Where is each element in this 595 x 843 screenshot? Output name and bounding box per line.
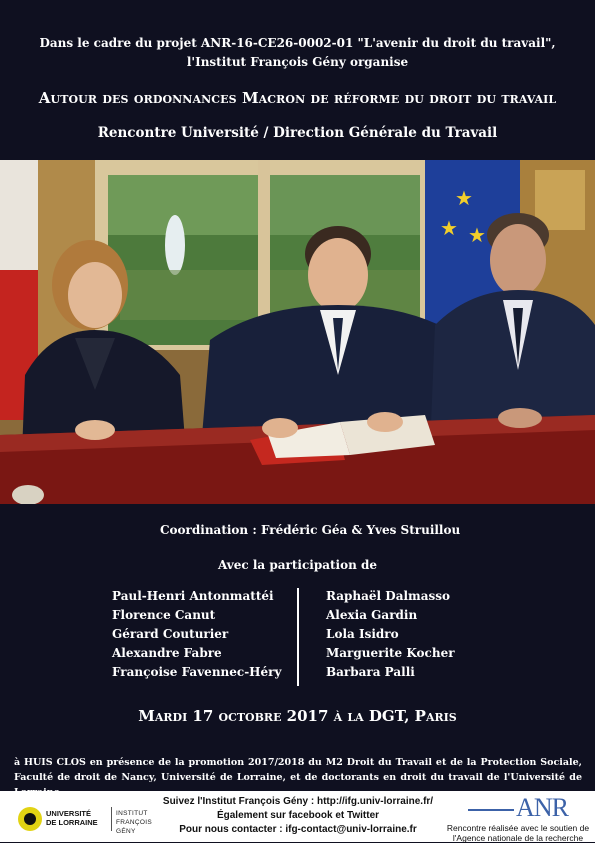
svg-text:★: ★ [455, 186, 473, 210]
ul-logo-text: UNIVERSITÉ DE LORRAINE [46, 809, 98, 827]
participant-name: Alexandre Fabre [112, 646, 222, 660]
footer [0, 791, 595, 842]
contact-email-text[interactable]: Pour nous contacter : ifg-contact@univ-lorraine.fr [179, 824, 417, 835]
participant-name: Raphaël Dalmasso [326, 589, 451, 603]
participant-name: Lola Isidro [326, 627, 399, 641]
footer-contact [150, 795, 446, 837]
follow-link-text[interactable]: Suivez l'Institut François Gény : http://ifg.univ-lorraine.fr/ [162, 796, 434, 807]
anr-logo: ANR [444, 793, 592, 823]
intro-text [0, 34, 595, 72]
participant-name: Marguerite Kocher [326, 646, 455, 660]
closed-session-note: à HUIS CLOS en présence de la promotion 2017/2018 du M2 Droit du Travail et de la Protection Sociale, Faculté de droit de Nancy, Université de Lorraine, et de doctorants en droit du travail de l'Université de [14, 757, 582, 783]
social-text: Également sur facebook et Twitter [216, 810, 380, 821]
ifg-logo-text: INSTITUT FRANÇOIS GÉNY [116, 810, 152, 835]
anr-logo-block [444, 793, 592, 841]
svg-text:★: ★ [440, 216, 458, 240]
participant-name: Françoise Favennec-Héry [112, 665, 282, 679]
universite-lorraine-logo [18, 805, 152, 835]
header [0, 0, 595, 160]
anr-support-text: Rencontre réalisée avec le soutien de l'Agence nationale de la recherche [446, 823, 590, 843]
event-date: Mardi 17 octobre 2017 à la DGT, Paris [138, 707, 457, 725]
intro-line-2: l'Institut François Gény organise [186, 55, 409, 69]
event-title: Autour des ordonnances Macron de réforme du droit du travail [38, 89, 557, 107]
participation-heading: Avec la participation de [217, 558, 378, 572]
participant-name: Alexia Gardin [326, 608, 418, 622]
participants-left [112, 587, 281, 682]
intro-line-1: Dans le cadre du projet ANR-16-CE26-0002-01 "L'avenir du droit du travail", [39, 36, 556, 50]
participant-name: Paul-Henri Antonmattéi [112, 589, 274, 603]
participants-right [326, 587, 455, 682]
coordination: Coordination : Frédéric Géa & Yves Struillou [160, 523, 461, 537]
participant-name: Florence Canut [112, 608, 216, 622]
svg-text:★: ★ [468, 223, 486, 247]
ul-emblem-icon [18, 807, 42, 831]
signing-photo [0, 160, 595, 504]
logo-separator [111, 807, 112, 831]
event-subtitle: Rencontre Université / Direction Générale du Travail [97, 125, 498, 141]
participant-name: Gérard Couturier [112, 627, 229, 641]
column-divider [297, 588, 299, 686]
participant-name: Barbara Palli [326, 665, 415, 679]
